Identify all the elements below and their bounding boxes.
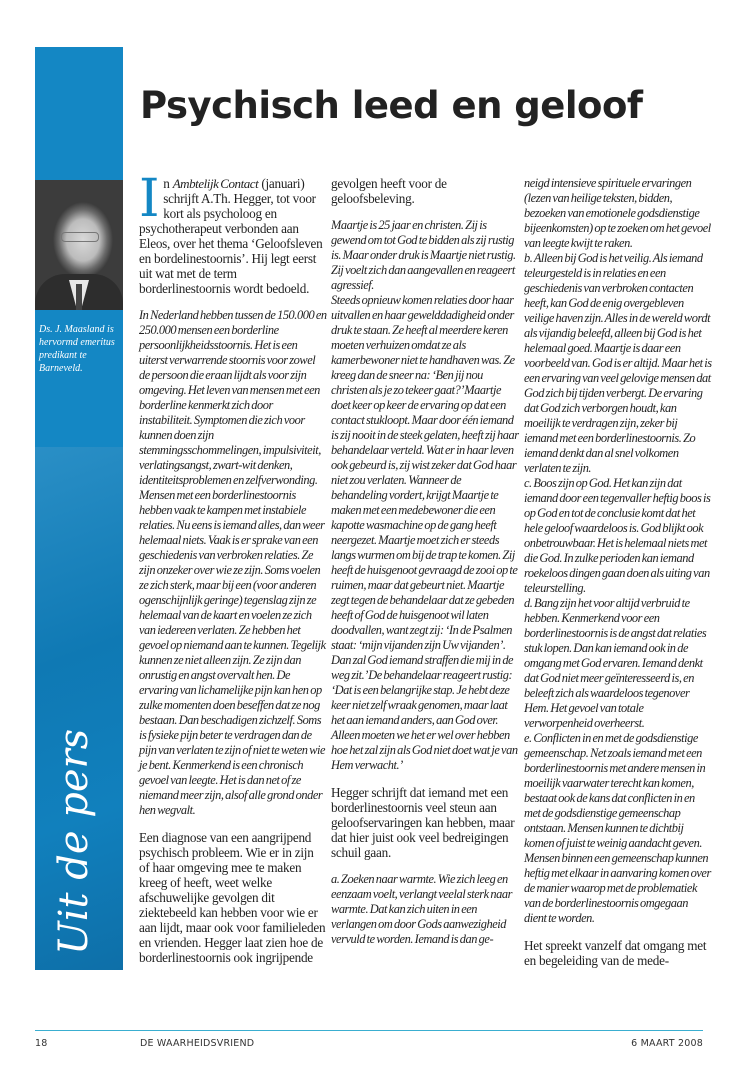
intro-text: (januari) schrijft A.Th. Hegger, tot voor kort als psycholoog en psychotherapeut verbonden aan Eleos, over het thema ‘Geloofsleven en bordelinestoornis’. Hij legt eerst uit wat met de term borderlinestoornis wordt bedoeld. — [139, 176, 323, 296]
body-paragraph: Een diagnose van een aangrijpend psychisch probleem. Wie er in zijn of haar omgeving mee te maken kreeg of heeft, weet welke afschuwelijke gevolgen dit ziektebeeld kan hebben voor wie er aan lijdt, maar ook voor familieleden en vrienden. Hegger laat zien hoe de borderlinestoornis ook ingrijpende — [139, 830, 326, 965]
intro-paragraph — [139, 169, 327, 296]
body-paragraph: d. Bang zijn het voor altijd verbruid te hebben. Kenmerkend voor een borderlinestoornis is de angst dat relaties stuk lopen. Dan kan iemand ook in de omgang met God ervaren. Iemand denkt dat God niet meer geïnteresseerd is, en beleeft zich als waardeloos tegenover Hem. Het gevoel van totale verworpenheid overheerst. — [524, 596, 707, 730]
body-paragraph: c. Boos zijn op God. Het kan zijn dat iemand door een tegenvaller heftig boos is op God en tot de conclusie komt dat het hele geloof waardeloos is. God blijkt ook onbetrouwbaar. Het is helemaal niets met die God. In zulke perioden kan iemand roekeloos dingen gaan doen als uiting van teleurstelling. — [524, 476, 711, 595]
body-paragraph: Hegger schrijft dat iemand met een borderlinestoornis veel steun aan geloofservaringen kan hebben, maar dat hier juist ook veel bedreigingen schuil gaan. — [331, 785, 515, 860]
body-paragraph: In Nederland hebben tussen de 150.000 en 250.000 mensen een borderline persoonlijkheidsstoornis. Het is een uiterst verwarrende stoornis voor zowel de persoon die eraan lijdt als voor zijn omgeving. Het leven van mensen met een borderline kenmerkt zich door instabiliteit. Symptomen die zich voor kunnen doen zijn stemmingsschommelingen, impulsiviteit, verlatingsangst, zwart-wit denken, identiteitsproblemen en zelfverwonding. Mensen met een borderlinestoornis hebben vaak te kampen met instabiele relaties. Nu eens is iemand alles, dan weer helemaal niets. Vaak is er sprake van een geschiedenis van verbroken relaties. Ze zijn onzeker over wie ze zijn. Soms voelen ze zich sterk, maar bij een (voor anderen ogenschijnlijk geringe) tegenslag zijn ze helemaal van de kaart en voelen ze zich van iedereen verlaten. Ze hebben het gevoel op niemand aan te kunnen. Tegelijk kunnen ze niet alleen zijn. Ze zijn dan onrustig en angst overvalt hen. De ervaring van lichamelijke pijn kan hen op zulke momenten doen beseffen dat ze nog bestaan. Dan beschadigen zichzelf. Soms is fysieke pijn beter te verdragen dan de pijn van verlaten te zijn of niet te weten wie je bent. Kenmerkend is een chronisch gevoel van leegte. Het is dan net of ze niemand meer zijn, alsof alle grond onder hen wegvalt. — [139, 308, 327, 817]
drop-cap: I — [139, 169, 160, 229]
issue-date: 6 MAART 2008 — [631, 1038, 703, 1049]
section-sidebar — [35, 47, 123, 970]
intro-text: n — [163, 176, 173, 191]
page-number: 18 — [35, 1038, 48, 1049]
body-paragraph: Maartje is 25 jaar en christen. Zij is gewend om tot God te bidden als zij rustig is. Maar onder druk is Maartje niet rustig. Zij voelt zich dan aangevallen en reageert agressief. — [331, 218, 516, 292]
body-paragraph: e. Conflicten in en met de godsdienstige gemeenschap. Net zoals iemand met een borderlinestoornis met andere mensen in moeilijk vaarwater terecht kan komen, bestaat ook de kans dat conflicten in en met de godsdienstige gemeenschap ontstaan. Mensen kunnen te dichtbij komen of juist te weinig aandacht geven. Mensen binnen een gemeenschap kunnen heftig met elkaar in aanvaring komen over de manier waarop met de problematiek van de borderlinestoornis omgegaan dient te worden. — [524, 731, 711, 925]
publication-name: DE WAARHEIDSVRIEND — [140, 1038, 255, 1049]
body-paragraph: b. Alleen bij God is het veilig. Als iemand teleurgesteld is in relaties en een geschiedenis van verbroken contacten heeft, kan God de enig overgebleven veilige haven zijn. Alles in de wereld wordt als vijandig beleefd, alleen bij God is het helemaal goed. Maartje is daar een voorbeeld van. God is er altijd. Maar het is een ervaring van veel gelovige mensen dat God zich bij tijden verbergt. De ervaring dat God zich verborgen houdt, kan moeilijk te verdragen zijn, zeker bij iemand met een borderlinestoornis. Zo iemand denkt dan al snel volkomen verlaten te zijn. — [524, 251, 712, 475]
body-paragraph: Het spreekt vanzelf dat omgang met en begeleiding van de mede- — [524, 938, 707, 968]
author-photo — [35, 180, 123, 310]
body-paragraph: gevolgen heeft voor de geloofsbeleving. — [331, 176, 447, 206]
body-paragraph: a. Zoeken naar warmte. Wie zich leeg en eenzaam voelt, verlangt veelal sterk naar warmte. Dat kan zich uiten in een verlangen om door Gods aanwezigheid vervuld te worden. Iemand is dan ge- — [331, 872, 512, 946]
body-paragraph: Steeds opnieuw komen relaties door haar uitvallen en haar gewelddadigheid onder druk te staan. Ze heeft al meerdere keren moeten verhuizen omdat ze als kamerbewoner niet te handhaven was. Ze kreeg dan de sneer na: ‘Ben jij nou christen als je zo tekeer gaat?’ Maartje doet keer op keer de ervaring op dat een contact stukloopt. Maar door één iemand is zij nooit in de steek gelaten, heeft zij haar behandelaar verteld. Wat er in haar leven ook gebeurd is, zij wist zeker dat God haar niet zou verlaten. Wanneer de behandeling vordert, krijgt Maartje te maken met een medebewoner die een kapotte wasmachine op de gang heeft neergezet. Maartje moet zich er steeds langs wurmen om bij de trap te komen. Zij heeft de huisgenoot gevraagd de zooi op te ruimen, maar dat gebeurt niet. Maartje zegt tegen de behandelaar dat ze gebeden heeft of God de huisgenoot wil laten doodvallen, want zegt zij: ‘In de Psalmen staat: ‘mijn vijanden zijn Uw vijanden’. Dan zal God iemand straffen die mij in de weg zit.’ De behandelaar reageert rustig: ‘Dat is een belangrijke stap. Je hebt deze keer niet zelf wraak genomen, maar laat het aan iemand anders, aan God over. Alleen moeten we het er wel over hebben hoe het zal zijn als God niet doet wat je van Hem verwacht.’ — [331, 293, 519, 772]
footer-divider — [35, 1030, 703, 1031]
article-column-2 — [331, 176, 519, 959]
publication-reference: Ambtelijk Contact — [172, 176, 259, 191]
body-paragraph: neigd intensieve spirituele ervaringen (lezen van heilige teksten, bidden, bezoeken van emotionele godsdienstige bijeenkomsten) op te zoeken om het gevoel van leegte kwijt te raken. — [524, 176, 711, 250]
section-label: Uit de pers — [51, 728, 97, 955]
article-column-1 — [139, 169, 327, 977]
article-column-3 — [524, 176, 712, 980]
article-title: Psychisch leed en geloof — [140, 84, 643, 127]
author-caption: Ds. J. Maasland is hervormd emeritus predikant te Barneveld. — [39, 324, 115, 374]
